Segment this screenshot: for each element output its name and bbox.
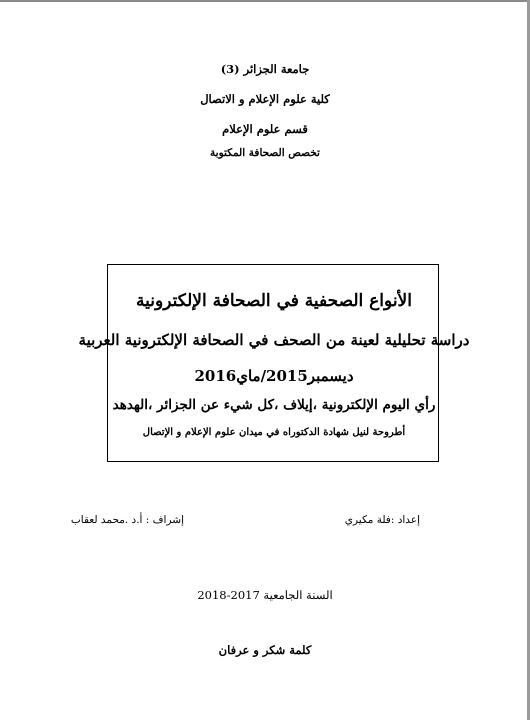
supervised-by: إشراف : أ.د .محمد لعقاب (70, 514, 184, 526)
department-name: قسم علوم الإعلام (222, 122, 308, 136)
study-sample: رأي اليوم الإلكترونية ،إيلاف ،كل شيء عن الجزائر ،الهدهد (112, 397, 436, 413)
specialization: تخصص الصحافة المكتوبة (210, 147, 320, 159)
thanks-heading: كلمة شكر و عرفان (218, 643, 312, 657)
study-period: ديسمبر2015/ماي2016 (194, 367, 354, 385)
thesis-title-box (78, 264, 470, 462)
top-border-line (0, 0, 530, 2)
academic-year: السنة الجامعية 2017-2018 (197, 588, 333, 602)
thesis-subtitle: دراسة تحليلية لعينة من الصحف في الصحافة الإلكترونية العربية (78, 331, 470, 349)
university-name: جامعة الجزائر (3) (220, 62, 310, 76)
thesis-degree-note: أطروحة لنيل شهادة الدكتوراه في ميدان علوم الإعلام و الإتصال (142, 427, 406, 438)
prepared-by: إعداد :فلة مكيري (344, 514, 420, 526)
faculty-name: كلية علوم الإعلام و الاتصال (200, 92, 330, 106)
thesis-main-title: الأنواع الصحفية في الصحافة الإلكترونية (136, 291, 412, 311)
